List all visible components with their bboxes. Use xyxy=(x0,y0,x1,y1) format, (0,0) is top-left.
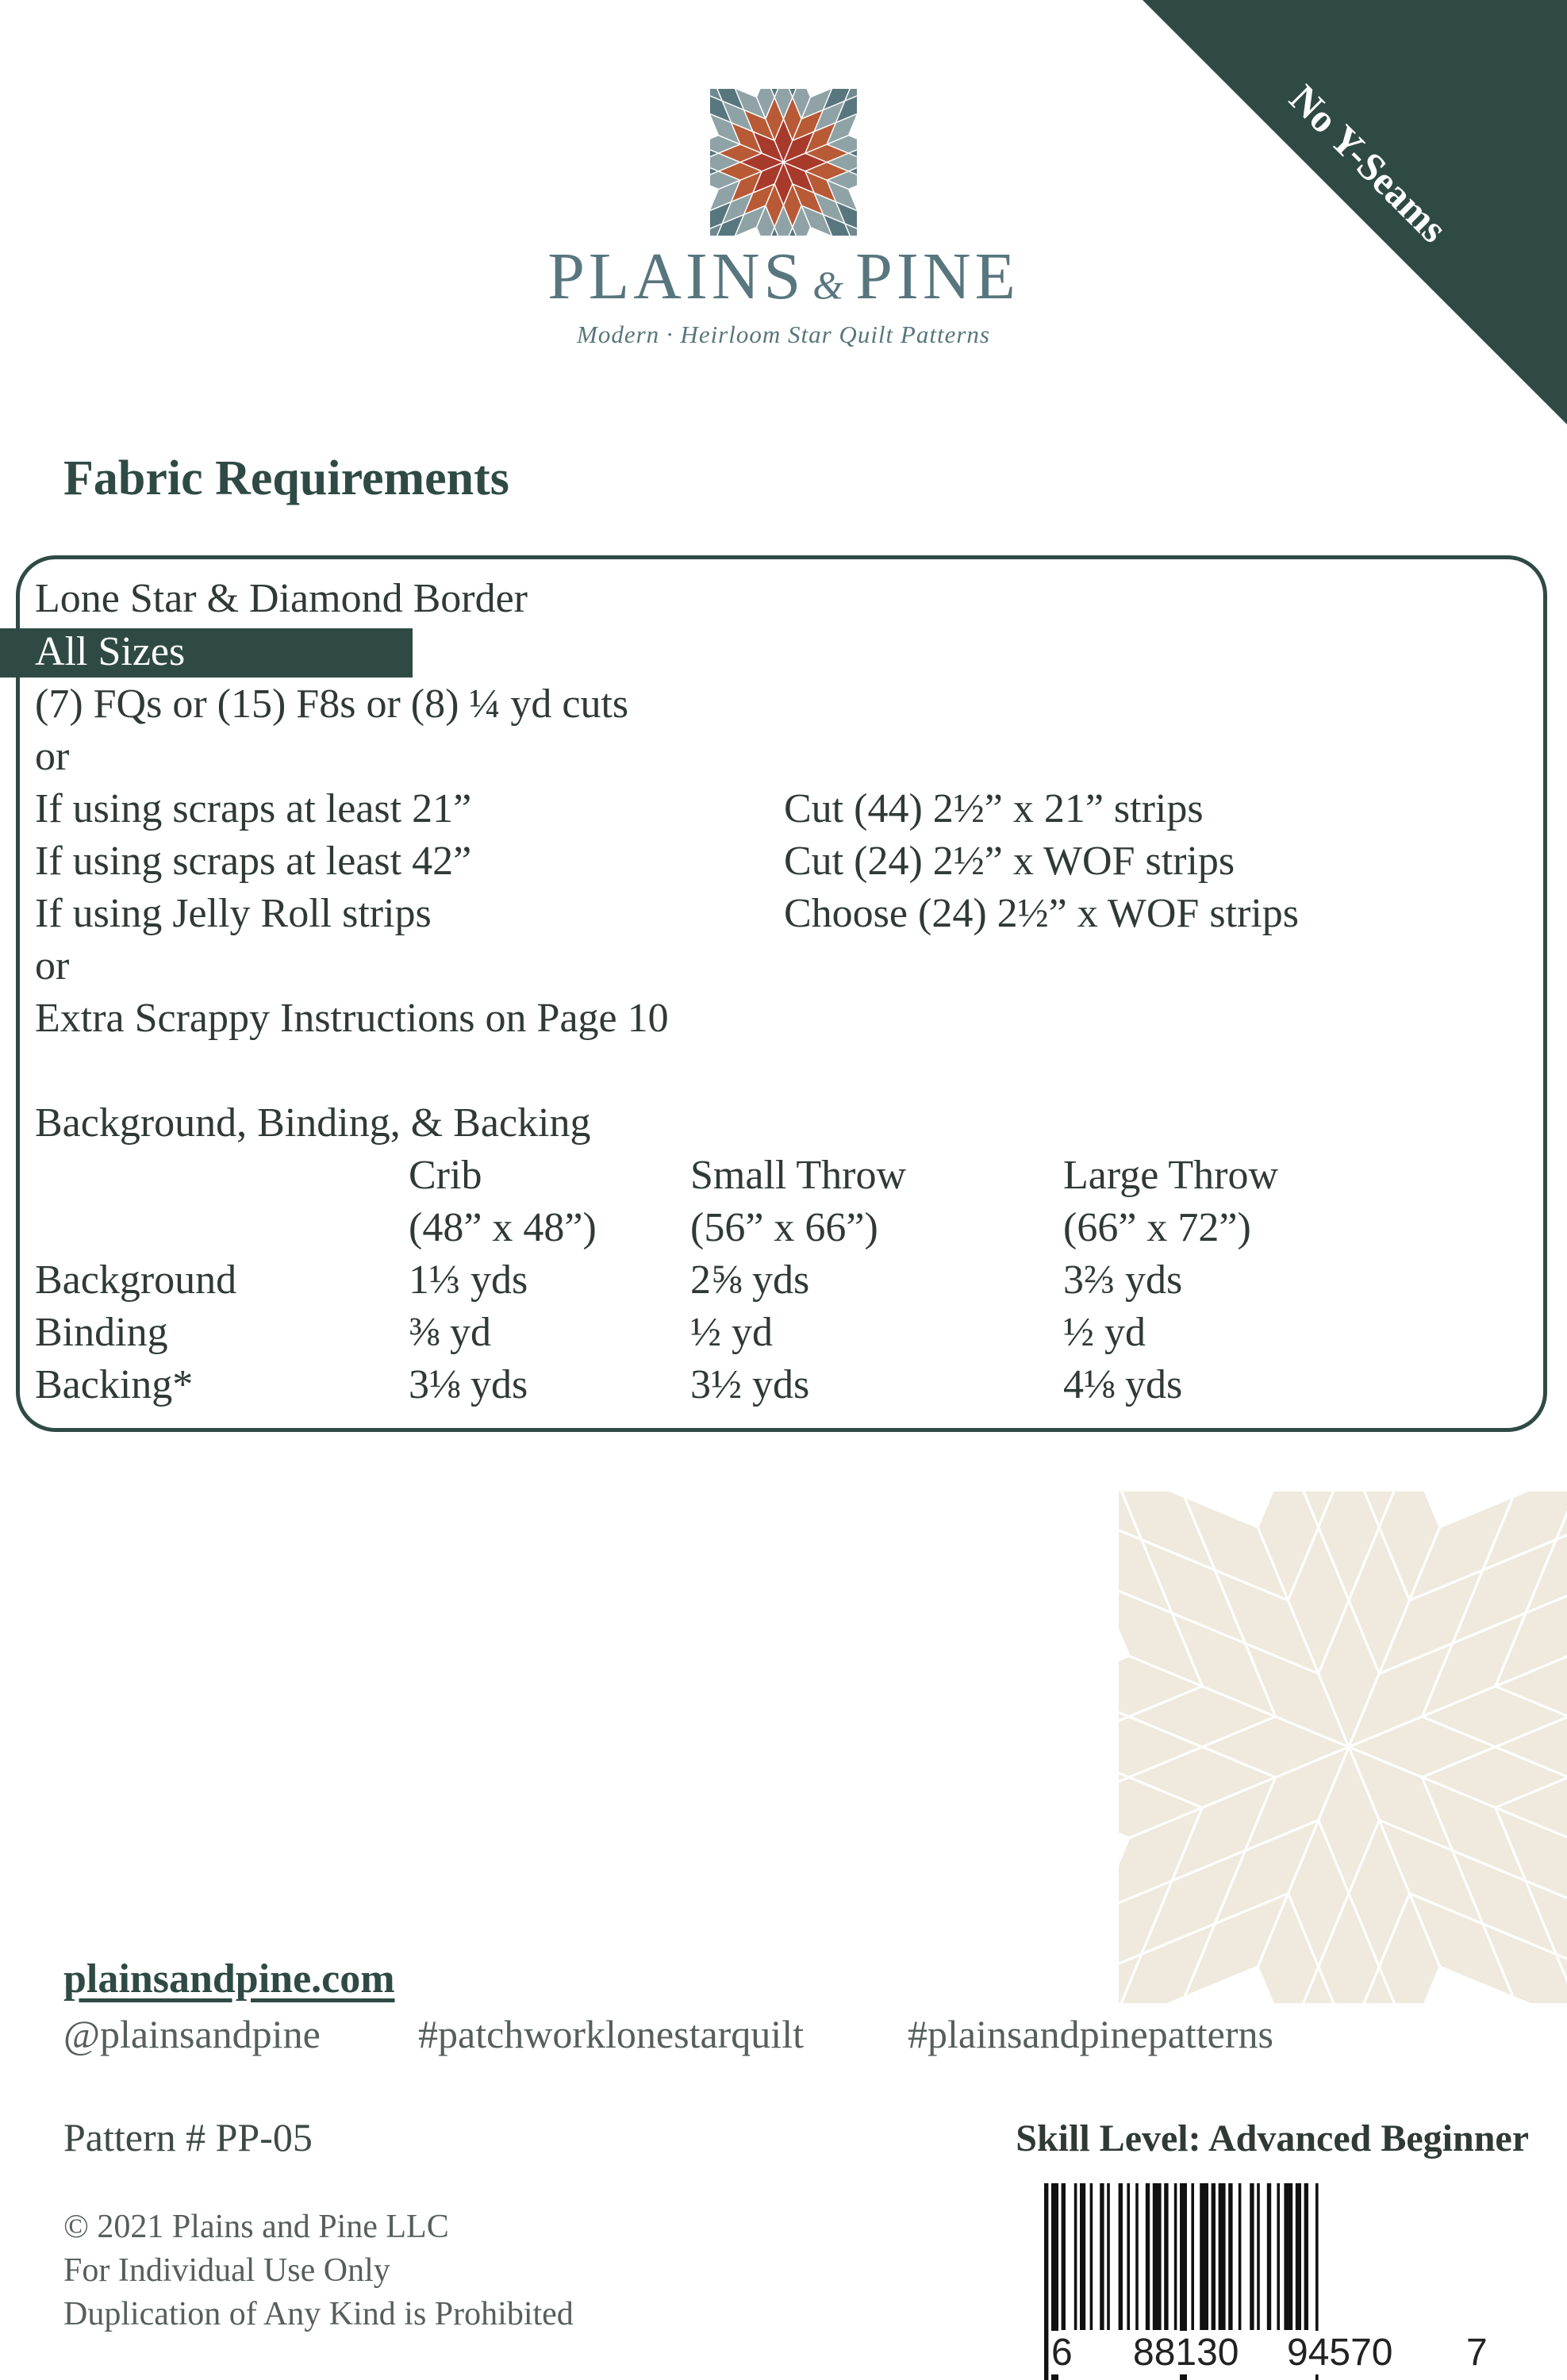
fat-quarter-option: (7) FQs or (15) F8s or (8) ¼ yd cuts xyxy=(35,681,629,727)
lone-star-logo-icon xyxy=(710,89,857,236)
license-line: For Individual Use Only xyxy=(63,2252,390,2289)
barcode-bar xyxy=(1107,2183,1110,2330)
scrap-option-left: If using Jelly Roll strips xyxy=(35,891,432,936)
barcode-bar xyxy=(1200,2183,1208,2330)
barcode-bar xyxy=(1228,2183,1232,2330)
barcode-digit: 88130 xyxy=(1133,2332,1239,2374)
barcode-bar xyxy=(1219,2183,1226,2330)
hashtag-link[interactable]: #patchworklonestarquilt xyxy=(418,2012,804,2056)
scrap-option-left: If using scraps at least 21” xyxy=(35,786,472,831)
table-cell: 3⅛ yds xyxy=(409,1362,528,1407)
table-cell: 2⅝ yds xyxy=(690,1257,810,1303)
barcode-bar xyxy=(1284,2183,1292,2330)
barcode-bar xyxy=(1212,2183,1216,2330)
barcode-bar xyxy=(1267,2183,1271,2330)
table-cell: ⅜ yd xyxy=(409,1310,491,1355)
column-size-large-throw: (66” x 72”) xyxy=(1063,1205,1251,1250)
table-cell: ½ yd xyxy=(1063,1310,1146,1355)
scrap-option-right: Cut (44) 2½” x 21” strips xyxy=(784,786,1204,831)
barcode-bar xyxy=(1135,2183,1139,2330)
barcode-bar xyxy=(1164,2183,1168,2330)
social-handle[interactable]: @plainsandpine xyxy=(63,2012,321,2056)
barcode-bar xyxy=(1044,2183,1048,2380)
brand-ampersand: & xyxy=(812,263,848,307)
scrap-option-right: Choose (24) 2½” x WOF strips xyxy=(784,891,1300,936)
barcode-bar xyxy=(1090,2183,1093,2330)
table-cell: ½ yd xyxy=(690,1310,773,1355)
barcode-bar xyxy=(1239,2183,1242,2330)
barcode-digit: 6 xyxy=(1051,2332,1073,2374)
barcode-bar xyxy=(1127,2183,1130,2330)
table-cell: 3½ yds xyxy=(690,1362,810,1407)
column-header-large-throw: Large Throw xyxy=(1063,1153,1278,1198)
column-size-small-throw: (56” x 66”) xyxy=(690,1205,878,1250)
barcode-digit: 94570 xyxy=(1287,2332,1393,2374)
barcode-bar xyxy=(1191,2183,1194,2330)
barcode-bar xyxy=(1080,2183,1085,2330)
pattern-number: Pattern # PP-05 xyxy=(63,2115,313,2159)
page-title: Fabric Requirements xyxy=(63,451,509,505)
brand-name-right: PINE xyxy=(855,240,1020,313)
column-header-crib: Crib xyxy=(409,1153,482,1198)
barcode-bar xyxy=(1250,2183,1254,2330)
skill-level: Skill Level: Advanced Beginner xyxy=(1016,2117,1529,2159)
brand-name-left: PLAINS xyxy=(547,240,805,313)
row-label-background: Background xyxy=(35,1257,237,1303)
decorative-star-icon xyxy=(1119,1491,1567,2003)
barcode-bar xyxy=(1146,2183,1150,2330)
or-text: or xyxy=(35,734,70,779)
background-table-heading: Background, Binding, & Backing xyxy=(35,1100,591,1146)
barcode-bar xyxy=(1062,2183,1066,2330)
column-size-crib: (48” x 48”) xyxy=(409,1205,597,1250)
duplication-line: Duplication of Any Kind is Prohibited xyxy=(63,2296,574,2332)
lone-star-heading: Lone Star & Diamond Border xyxy=(35,576,528,621)
brand-tagline: Modern · Heirloom Star Quilt Patterns xyxy=(577,321,990,348)
barcode xyxy=(1039,2183,1515,2380)
or-text: or xyxy=(35,943,70,988)
barcode-bar xyxy=(1119,2183,1123,2330)
no-y-seams-label: No Y-Seams xyxy=(1281,75,1457,251)
brand-name xyxy=(0,238,1567,315)
barcode-bar xyxy=(1174,2183,1177,2330)
barcode-bar xyxy=(1100,2183,1104,2330)
scrap-option-right: Cut (24) 2½” x WOF strips xyxy=(784,839,1235,884)
barcode-bar xyxy=(1304,2183,1308,2330)
row-label-binding: Binding xyxy=(35,1310,168,1355)
copyright-line: © 2021 Plains and Pine LLC xyxy=(63,2209,449,2245)
extra-scrappy-note: Extra Scrappy Instructions on Page 10 xyxy=(35,996,669,1041)
column-header-small-throw: Small Throw xyxy=(690,1153,907,1198)
barcode-bar xyxy=(1153,2183,1162,2330)
scrap-option-left: If using scraps at least 42” xyxy=(35,839,472,884)
barcode-bar xyxy=(1296,2183,1301,2330)
table-cell: 3⅔ yds xyxy=(1063,1257,1183,1303)
barcode-bar xyxy=(1277,2183,1280,2330)
table-cell: 1⅓ yds xyxy=(409,1257,528,1303)
all-sizes-label: All Sizes xyxy=(35,629,186,674)
website-link[interactable]: plainsandpine.com xyxy=(63,1956,395,2002)
row-label-backing: Backing* xyxy=(35,1362,194,1407)
barcode-digit: 7 xyxy=(1466,2332,1488,2374)
barcode-bar xyxy=(1257,2183,1260,2330)
barcode-bar xyxy=(1074,2183,1077,2330)
table-cell: 4⅛ yds xyxy=(1063,1362,1183,1407)
hashtag-link[interactable]: #plainsandpinepatterns xyxy=(908,2012,1273,2056)
